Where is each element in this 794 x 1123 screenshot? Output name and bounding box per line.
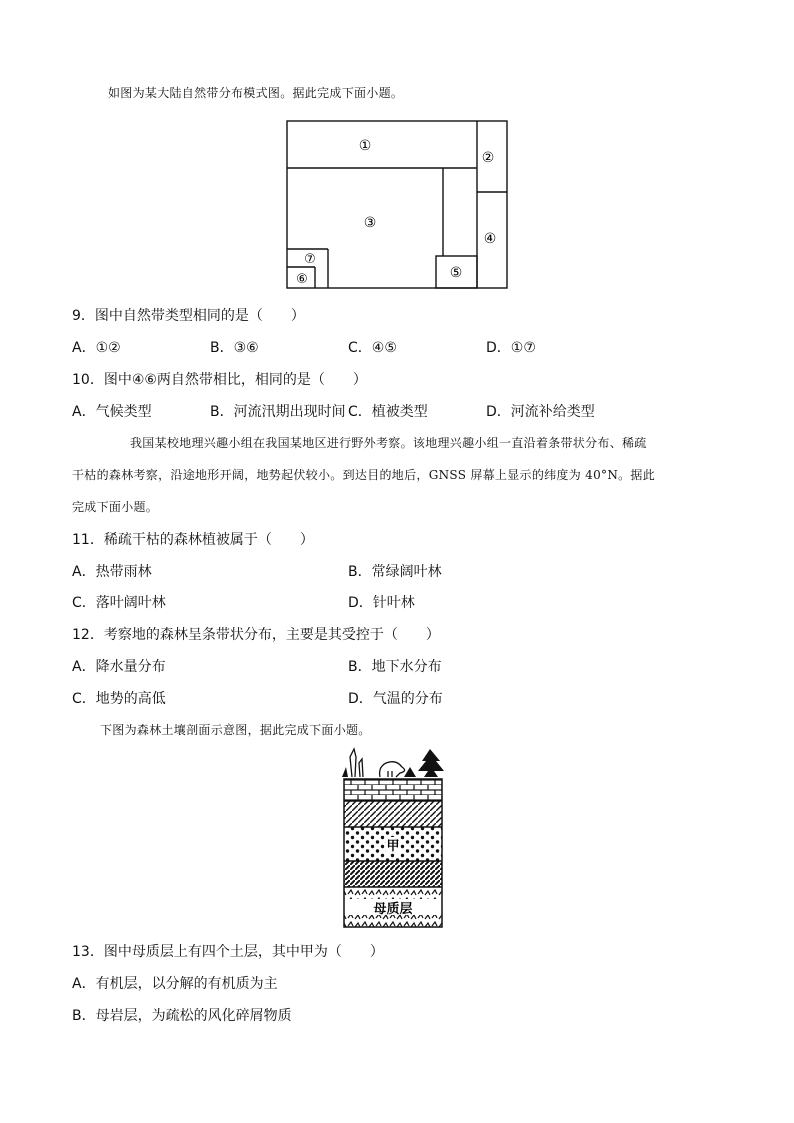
question-12-option-a[interactable]: A．降水量分布 [72, 659, 166, 675]
question-11-option-c[interactable]: C．落叶阔叶林 [72, 595, 166, 611]
question-12-option-b[interactable]: B．地下水分布 [348, 659, 442, 675]
soil-layer-label-jia: 甲 [386, 839, 400, 854]
soil-profile-diagram [340, 745, 446, 929]
intro-text-2-line-3: 完成下面小题。 [72, 500, 159, 514]
zone-label-1: ① [358, 138, 372, 154]
question-11-option-d[interactable]: D．针叶林 [348, 595, 415, 611]
question-12-stem: 12．考察地的森林呈条带状分布，主要是其受控于（ ） [72, 627, 440, 643]
question-10-option-d[interactable]: D．河流补给类型 [486, 404, 595, 420]
question-10-option-a[interactable]: A．气候类型 [72, 404, 152, 420]
question-10-option-b[interactable]: B．河流汛期出现时间 [210, 404, 346, 420]
intro-text-2-line-1: 我国某校地理兴趣小组在我国某地区进行野外考察。该地理兴趣小组一直沿着条带状分布、稀疏 [130, 436, 647, 450]
zone-label-4: ④ [483, 231, 497, 247]
natural-zone-diagram [285, 119, 509, 291]
zone-label-5: ⑤ [449, 265, 463, 281]
question-11-option-b[interactable]: B．常绿阔叶林 [348, 564, 442, 580]
question-9-option-b[interactable]: B．③⑥ [210, 340, 259, 356]
question-10-stem: 10．图中④⑥两自然带相比，相同的是（ ） [72, 372, 367, 388]
question-9-option-c[interactable]: C．④⑤ [348, 340, 397, 356]
zone-label-6: ⑥ [296, 272, 308, 287]
question-12-option-d[interactable]: D．气温的分布 [348, 691, 443, 707]
question-10-option-c[interactable]: C．植被类型 [348, 404, 428, 420]
intro-text-2-line-2: 干枯的森林考察，沿途地形开阔，地势起伏较小。到达目的地后，GNSS 屏幕上显示的纬度为 40°N。据此 [72, 468, 656, 482]
intro-text-3: 下图为森林土壤剖面示意图，据此完成下面小题。 [100, 723, 371, 737]
zone-label-2: ② [481, 150, 495, 166]
question-9-option-a[interactable]: A．①② [72, 340, 121, 356]
question-13-stem: 13．图中母质层上有四个土层，其中甲为（ ） [72, 944, 384, 960]
question-13-option-b[interactable]: B．母岩层，为疏松的风化碎屑物质 [72, 1008, 292, 1024]
zone-label-3: ③ [363, 215, 377, 231]
zone-label-7: ⑦ [304, 252, 316, 267]
question-12-option-c[interactable]: C．地势的高低 [72, 691, 166, 707]
question-13-option-a[interactable]: A．有机层，以分解的有机质为主 [72, 976, 278, 992]
question-9-stem: 9．图中自然带类型相同的是（ ） [72, 308, 305, 324]
question-9-option-d[interactable]: D．①⑦ [486, 340, 536, 356]
question-11-option-a[interactable]: A．热带雨林 [72, 564, 152, 580]
soil-layer-label-parent-material: 母质层 [373, 902, 413, 917]
question-11-stem: 11．稀疏干枯的森林植被属于（ ） [72, 532, 314, 548]
intro-text-1: 如图为某大陆自然带分布模式图。据此完成下面小题。 [108, 86, 404, 100]
